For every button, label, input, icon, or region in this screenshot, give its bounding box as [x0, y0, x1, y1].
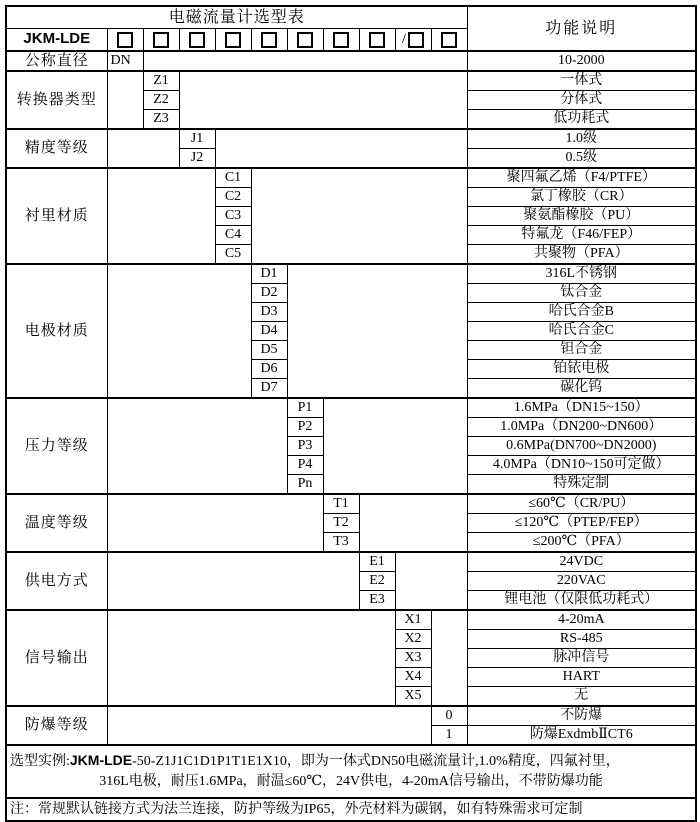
code-cell: P3: [287, 437, 323, 456]
filler-cell: [107, 71, 143, 129]
filler-cell: [107, 264, 251, 398]
desc-cell: 1.0级: [467, 129, 696, 149]
filler-cell: [107, 129, 179, 168]
model-checkbox-cell[interactable]: [431, 29, 467, 52]
example-model-code: JKM-LDE: [69, 752, 133, 768]
desc-cell: RS-485: [467, 630, 696, 649]
desc-cell: 10-2000: [467, 51, 696, 71]
filler-cell: [107, 494, 323, 552]
model-checkbox-cell[interactable]: [215, 29, 251, 52]
model-checkbox-cell[interactable]: [359, 29, 395, 52]
spec-row: [6, 51, 696, 71]
code-cell: D3: [251, 303, 287, 322]
desc-cell: 4.0MPa（DN10~150可定做）: [467, 456, 696, 475]
checkbox-icon[interactable]: [369, 32, 385, 48]
desc-cell: HART: [467, 668, 696, 687]
checkbox-icon[interactable]: [408, 32, 424, 48]
desc-cell: 共聚物（PFA）: [467, 245, 696, 265]
section-label: 衬里材质: [6, 168, 107, 264]
section-label: 压力等级: [6, 398, 107, 494]
desc-cell: 220VAC: [467, 572, 696, 591]
desc-cell: 哈氏合金C: [467, 322, 696, 341]
code-cell: C1: [215, 168, 251, 188]
code-cell: C4: [215, 226, 251, 245]
desc-cell: 316L不锈钢: [467, 264, 696, 284]
spec-row: [6, 71, 696, 91]
example-line2: 316L电极，耐压1.6MPa，耐温≤60℃，24V供电，4-20mA信号输出，不带防爆功能: [99, 774, 603, 790]
desc-cell: 脉冲信号: [467, 649, 696, 668]
desc-cell: 聚四氟乙烯（F4/PTFE）: [467, 168, 696, 188]
section-label: 精度等级: [6, 129, 107, 168]
code-cell: E2: [359, 572, 395, 591]
spec-row: [6, 610, 696, 630]
desc-cell: 防爆ExdmbⅡCT6: [467, 726, 696, 746]
filler-cell: [251, 168, 467, 264]
code-cell: X3: [395, 649, 431, 668]
checkbox-icon[interactable]: [153, 32, 169, 48]
code-cell: D6: [251, 360, 287, 379]
checkbox-icon[interactable]: [117, 32, 133, 48]
code-cell: D2: [251, 284, 287, 303]
code-cell: T3: [323, 533, 359, 553]
spec-row: [6, 398, 696, 418]
desc-cell: 1.6MPa（DN15~150）: [467, 398, 696, 418]
code-cell: P4: [287, 456, 323, 475]
checkbox-icon[interactable]: [333, 32, 349, 48]
model-checkbox-cell[interactable]: [107, 29, 143, 52]
code-cell: C5: [215, 245, 251, 265]
checkbox-icon[interactable]: [441, 32, 457, 48]
section-label: 信号输出: [6, 610, 107, 706]
desc-cell: ≤60℃（CR/PU）: [467, 494, 696, 514]
code-cell: C2: [215, 188, 251, 207]
code-cell: 0: [431, 706, 467, 726]
model-checkbox-cell[interactable]: [323, 29, 359, 52]
code-cell: C3: [215, 207, 251, 226]
filler-cell: [107, 610, 395, 706]
code-cell: D4: [251, 322, 287, 341]
filler-cell: [359, 494, 467, 552]
filler-cell: [395, 552, 467, 610]
example-prefix: 选型实例:: [10, 754, 70, 769]
code-cell: 1: [431, 726, 467, 746]
desc-cell: 哈氏合金B: [467, 303, 696, 322]
filler-cell: [107, 552, 359, 610]
desc-cell: 无: [467, 687, 696, 707]
spec-row: [6, 168, 696, 188]
desc-cell: 不防爆: [467, 706, 696, 726]
code-cell: D1: [251, 264, 287, 284]
code-cell: D7: [251, 379, 287, 399]
filler-cell: [143, 51, 467, 71]
filler-cell: [287, 264, 467, 398]
note-text: 注：常规默认链接方式为法兰连接，防护等级为IP65，外壳材料为碳钢，如有特殊需求可定制: [6, 798, 696, 821]
section-label: 转换器类型: [6, 71, 107, 129]
desc-cell: 锂电池（仅限低功耗式）: [467, 591, 696, 611]
code-cell: E1: [359, 552, 395, 572]
section-label: 公称直径: [6, 51, 107, 71]
code-cell: P2: [287, 418, 323, 437]
desc-cell: 特氟龙（F46/FEP）: [467, 226, 696, 245]
code-cell: X5: [395, 687, 431, 707]
checkbox-icon[interactable]: [189, 32, 205, 48]
code-cell: T2: [323, 514, 359, 533]
code-cell: J1: [179, 129, 215, 149]
model-checkbox-cell[interactable]: [251, 29, 287, 52]
filler-cell: [179, 71, 467, 129]
code-cell: Z3: [143, 110, 179, 130]
example-line1: [10, 750, 692, 772]
filler-cell: [323, 398, 467, 494]
code-cell: D5: [251, 341, 287, 360]
filler-cell: [107, 398, 287, 494]
filler-cell: [431, 610, 467, 706]
code-cell: X2: [395, 630, 431, 649]
code-cell: Pn: [287, 475, 323, 495]
desc-cell: 0.6MPa(DN700~DN2000): [467, 437, 696, 456]
title-row: [6, 6, 696, 29]
desc-cell: 24VDC: [467, 552, 696, 572]
model-prefix: JKM-LDE: [6, 29, 107, 52]
table-title: 电磁流量计选型表: [6, 6, 467, 29]
desc-cell: 0.5级: [467, 149, 696, 169]
filler-cell: [215, 129, 467, 168]
code-cell: X1: [395, 610, 431, 630]
desc-cell: 聚氨酯橡胶（PU）: [467, 207, 696, 226]
code-cell: T1: [323, 494, 359, 514]
desc-cell: 钽合金: [467, 341, 696, 360]
slash-separator: /: [401, 31, 407, 48]
spec-row: [6, 494, 696, 514]
desc-cell: 特殊定制: [467, 475, 696, 495]
checkbox-icon[interactable]: [297, 32, 313, 48]
desc-cell: 碳化钨: [467, 379, 696, 399]
note-row: [6, 798, 696, 821]
desc-cell: 分体式: [467, 91, 696, 110]
desc-cell: 一体式: [467, 71, 696, 91]
spec-row: [6, 552, 696, 572]
desc-cell: 钛合金: [467, 284, 696, 303]
model-checkbox-cell[interactable]: [179, 29, 215, 52]
desc-cell: ≤200℃（PFA）: [467, 533, 696, 553]
section-label: 供电方式: [6, 552, 107, 610]
checkbox-icon[interactable]: [225, 32, 241, 48]
code-cell: P1: [287, 398, 323, 418]
model-checkbox-cell[interactable]: [143, 29, 179, 52]
example-row: [6, 745, 696, 798]
code-cell: DN: [107, 51, 143, 71]
model-checkbox-cell[interactable]: [395, 29, 431, 52]
function-description-header: 功能说明: [467, 6, 696, 51]
code-cell: E3: [359, 591, 395, 611]
filler-cell: [107, 168, 215, 264]
spec-row: [6, 264, 696, 284]
desc-cell: 4-20mA: [467, 610, 696, 630]
section-label: 防爆等级: [6, 706, 107, 745]
selection-table: [5, 5, 697, 822]
desc-cell: 氯丁橡胶（CR）: [467, 188, 696, 207]
desc-cell: 铂铱电极: [467, 360, 696, 379]
code-cell: Z2: [143, 91, 179, 110]
example-rest: -50-Z1J1C1D1P1T1E1X10，即为一体式DN50电磁流量计,1.0%精度，四氟衬里，: [132, 754, 620, 769]
selection-example: [6, 745, 696, 798]
section-label: 电极材质: [6, 264, 107, 398]
code-cell: Z1: [143, 71, 179, 91]
desc-cell: 1.0MPa（DN200~DN600）: [467, 418, 696, 437]
model-checkbox-cell[interactable]: [287, 29, 323, 52]
desc-cell: 低功耗式: [467, 110, 696, 130]
spec-row: [6, 129, 696, 149]
spec-row: [6, 706, 696, 726]
code-cell: X4: [395, 668, 431, 687]
desc-cell: ≤120℃（PTEP/FEP）: [467, 514, 696, 533]
filler-cell: [107, 706, 431, 745]
checkbox-icon[interactable]: [261, 32, 277, 48]
section-label: 温度等级: [6, 494, 107, 552]
code-cell: J2: [179, 149, 215, 169]
